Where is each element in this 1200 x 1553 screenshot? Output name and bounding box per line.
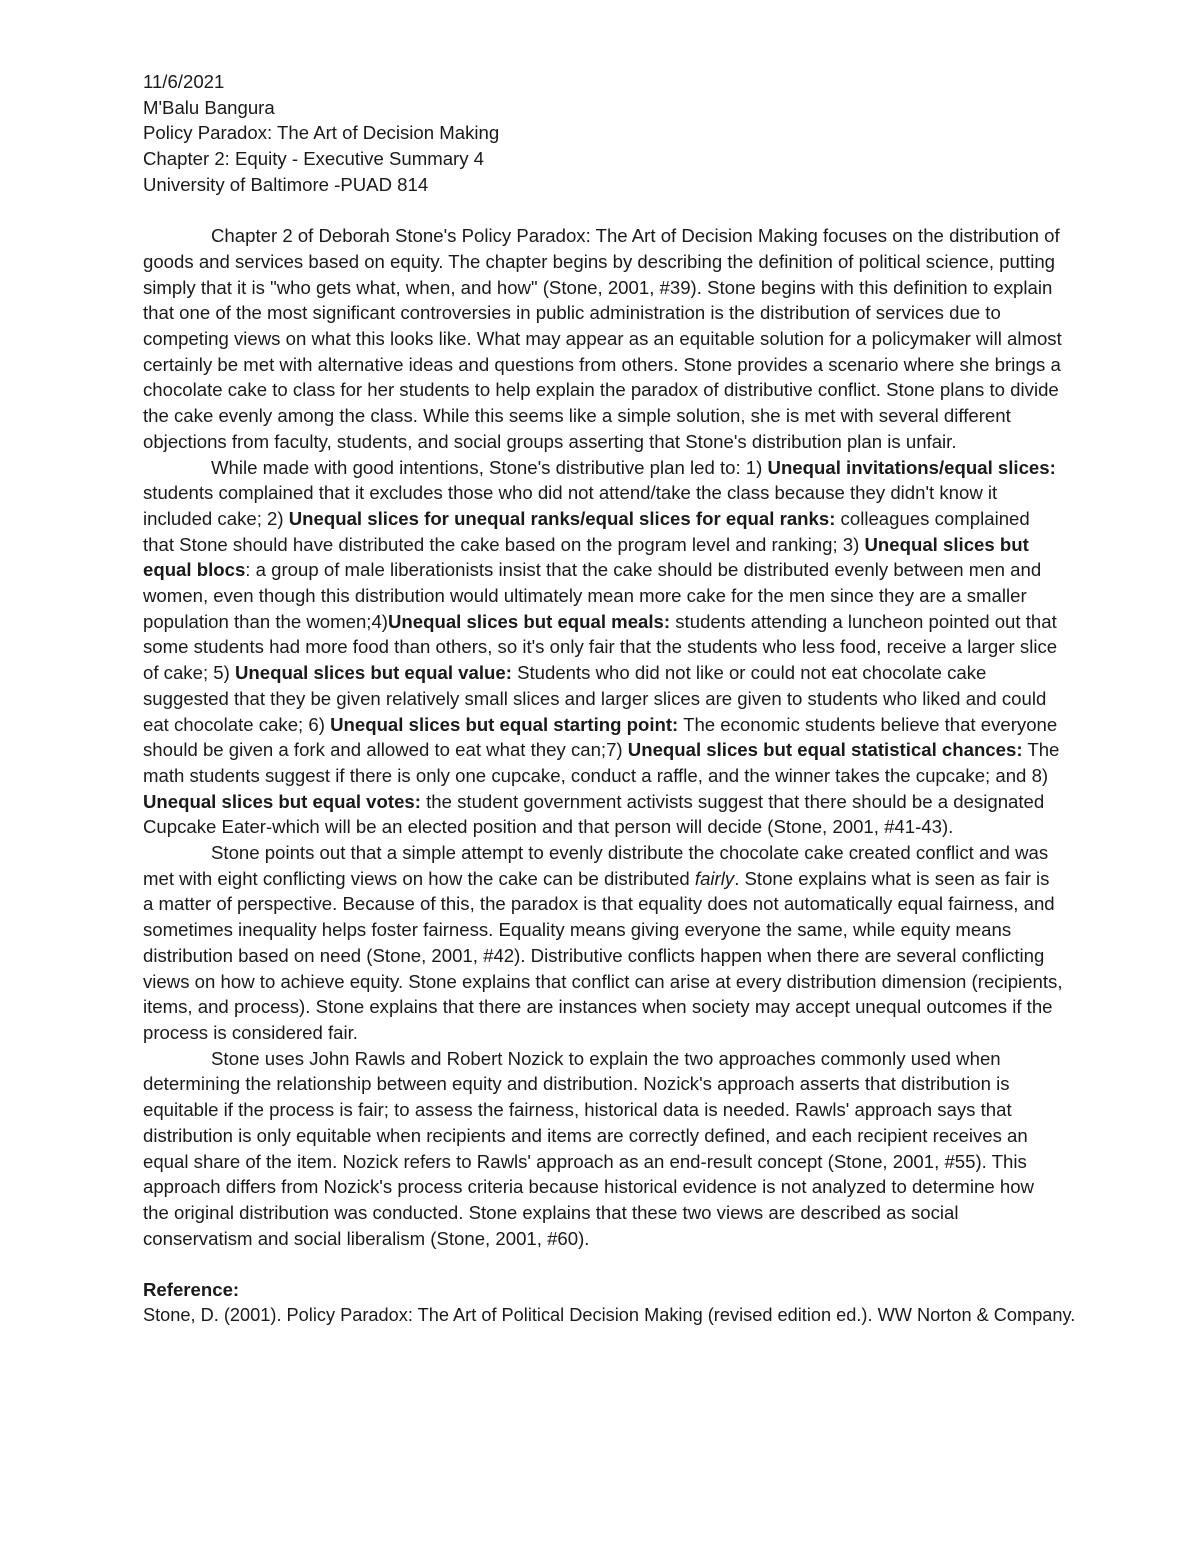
paragraph-2-text: Students who did not like or could not eat chocolate cake suggested that they be given relatively small slices and larger slices are given to students who liked and could eat chocolate cake; 6): [143, 662, 1047, 735]
paragraph-2-text: The math students suggest if there is only one cupcake, conduct a raffle, and the winner takes the cupcake; and 8): [143, 739, 1060, 786]
paragraph-2: [143, 455, 1063, 841]
outcome-4-label: Unequal slices but equal meals:: [388, 610, 671, 632]
chapter-line: Chapter 2: Equity - Executive Summary 4: [143, 148, 485, 170]
outcome-3-label: Unequal slices but equal blocs: [143, 533, 1029, 581]
course-line: University of Baltimore -PUAD 814: [143, 173, 429, 195]
document-header: [143, 69, 1063, 198]
document-content: [143, 69, 1076, 1328]
outcome-2-label: Unequal slices for unequal ranks/equal slices for equal ranks:: [288, 507, 836, 529]
reference-heading: Reference:: [143, 1279, 240, 1301]
paragraph-4: [143, 1046, 1063, 1252]
outcome-5-label: Unequal slices but equal value:: [234, 662, 512, 684]
outcome-6-label: Unequal slices but equal starting point:: [330, 713, 679, 735]
paragraph-2-text: students attending a luncheon pointed out that some students had more food than others, so it's only fair that the students who less food, receive a larger slice of cake; 5): [143, 610, 1058, 684]
paragraph-3-text: Stone points out that a simple attempt to evenly distribute the chocolate cake created conflict and was met with eight conflicting views on how the cake can be distributed: [143, 842, 1049, 889]
paragraph-2-text: students complained that it excludes those who did not attend/take the class because they didn't know it included cake; 2): [143, 482, 998, 529]
paragraph-2-text: : a group of male liberationists insist that the cake should be distributed evenly between men and women, even though this distribution would ultimately mean more cake for the men since they are a smaller population than the women;4): [143, 559, 1042, 632]
paragraph-3: [143, 840, 1063, 1046]
emphasis-fairly: fairly: [694, 867, 735, 889]
outcome-1-label: Unequal invitations/equal slices:: [767, 456, 1056, 478]
paragraph-2-text: While made with good intentions, Stone's distributive plan led to: 1): [211, 456, 768, 478]
paragraph-2-text: the student government activists suggest that there should be a designated Cupcake Eater-which will be an elected position and that person will decide (Stone, 2001, #41-43).: [143, 790, 1045, 838]
date-line: 11/6/2021: [143, 71, 225, 92]
paragraph-3-text: . Stone explains what is seen as fair is a matter of perspective. Because of this, the paradox is that equality does not automatically equal fairness, and sometimes inequality helps foster fairness. Equality means giving everyone the same, while equity means distribution based on need (Stone, 2001, #42). Distributive conflicts happen when there are several conflicting views on how to achieve equity. Stone explains that conflict can arise at every distribution dimension (recipients, items, and process). Stone explains that there are instances when society may accept unequal outcomes if the process is considered fair.: [143, 867, 1063, 1043]
book-title-line: Policy Paradox: The Art of Decision Making: [143, 122, 500, 144]
paragraph-1-text: Chapter 2 of Deborah Stone's Policy Paradox: The Art of Decision Making focuses on the distribution of goods and services based on equity. The chapter begins by describing the definition of political science, putting simply that it is "who gets what, when, and how" (Stone, 2001, #39). Stone begins with this definition to explain that one of the most significant controversies in public administration is the distribution of services due to competing views on what this looks like. What may appear as an equitable solution for a policymaker will almost certainly be met with alternative ideas and questions from others. Stone provides a scenario where she brings a chocolate cake to class for her students to help explain the paradox of distributive conflict. Stone plans to divide the cake evenly among the class. While this seems like a simple solution, she is met with several different objections from faculty, students, and social groups asserting that Stone's distribution plan is unfair.: [143, 225, 1062, 452]
paragraph-2-text: The economic students believe that everyone should be given a fork and allowed to eat what they can;7): [143, 713, 1058, 761]
paragraph-1: [143, 223, 1063, 454]
reference-section: [143, 1277, 1076, 1328]
outcome-8-label: Unequal slices but equal votes:: [143, 790, 421, 812]
author-line: M'Balu Bangura: [143, 96, 275, 118]
reference-entry: Stone, D. (2001). Policy Paradox: The Art of Political Decision Making (revised edition ed.). WW Norton & Company.: [143, 1304, 1076, 1325]
paragraph-4-text: Stone uses John Rawls and Robert Nozick to explain the two approaches commonly used when determining the relationship between equity and distribution. Nozick's approach asserts that distribution is equitable if the process is fair; to assess the fairness, historical data is needed. Rawls' approach says that distribution is only equitable when recipients and items are correctly defined, and each recipient receives an equal share of the item. Nozick refers to Rawls' approach as an end-result concept (Stone, 2001, #55). This approach differs from Nozick's process criteria because historical evidence is not analyzed to determine how the original distribution was conducted. Stone explains that these two views are described as social conservatism and social liberalism (Stone, 2001, #60).: [143, 1047, 1034, 1249]
outcome-7-label: Unequal slices but equal statistical chances:: [627, 739, 1023, 761]
paragraph-2-text: colleagues complained that Stone should have distributed the cake based on the program level and ranking; 3): [143, 507, 1030, 555]
